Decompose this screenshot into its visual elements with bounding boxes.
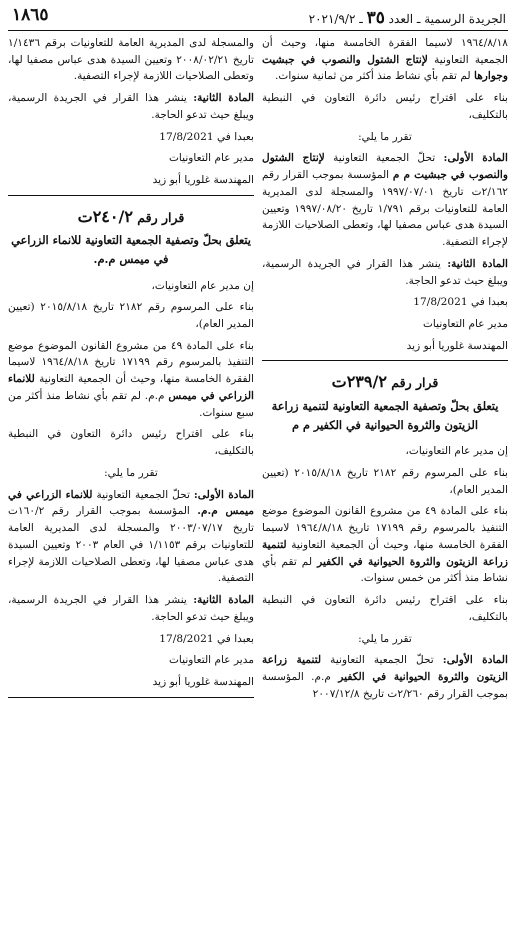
decree-number: ٢٤٠ [92, 206, 119, 226]
text-run: ينشر هذا القرار في الجريدة الرسمية، ويبلغ حيث تدعو الحاجة. [8, 92, 254, 121]
article-one [8, 487, 254, 587]
right-column [262, 35, 508, 707]
date-value: 17/8/2021 [413, 296, 468, 309]
decree-title [8, 204, 254, 229]
date-line [262, 294, 508, 311]
paragraph [8, 338, 254, 422]
decree-suffix: /٢ت [331, 372, 387, 392]
page-header [8, 4, 508, 31]
text-run: لم تقم بأي نشاط منذ أكثر من خمس سنوات. [262, 555, 508, 585]
article-label: المادة الأولى: [193, 488, 254, 501]
decision-heading: تقرر ما يلي: [358, 130, 412, 143]
place-label: بعبدا في [470, 296, 508, 309]
decree-subject: يتعلق بحلّ وتصفية الجمعية التعاونية لتنمية زراعة الزيتون والثروة الحيوانية في الكفير م م [271, 398, 499, 432]
paragraph: إن مدير عام التعاونيات، [405, 445, 508, 458]
place-label: بعبدا في [216, 130, 254, 143]
article-one [262, 150, 508, 250]
decree-label: قرار رقم [391, 375, 439, 391]
header-issue-number: ٣٥ [366, 8, 385, 28]
paragraph [262, 503, 508, 587]
header-title-text: الجريدة الرسمية ـ العدد [388, 12, 506, 26]
date-line [8, 129, 254, 146]
text-run: لم تقم بأي نشاط منذ أكثر من ثمانية سنوات. [274, 70, 471, 83]
text-run: بناء على المادة ٤٩ من مشروع القانون الموضوع موضع التنفيذ بالمرسوم رقم ١٧١٩٩ تاريخ ١٩٦٤/٨/١٨ لاسيما الفقرة الخامسة منها، وحيث أن الجمعية التعاونية [262, 505, 508, 551]
decree-suffix: /٢ت [77, 206, 133, 226]
text-run: ينشر هذا القرار في الجريدة الرسمية، ويبلغ حيث تدعو الحاجة. [262, 257, 508, 287]
paragraph: بناء على اقتراح رئيس دائرة التعاون في النبطية بالتكليف، [262, 92, 508, 121]
text-run: المؤسسة بموجب القرار رقم ١٦٠/٢ت تاريخ ٢٠٠٣/٠٧/١٧ والمسجلة لدى المديرية العامة للتعاونيات برقم ١/١١٥٣ في العام ٢٠٠٣ وتعيين السيدة هدى عباس مصفيا لها، وتعطى الصلاحيات اللازمة لإجراء التصفية. [8, 505, 254, 585]
signer-title: مدير عام التعاونيات [168, 152, 254, 165]
article-label: المادة الثانية: [447, 257, 508, 270]
decree-number: ٢٣٩ [346, 372, 373, 392]
article-label: المادة الثانية: [193, 594, 254, 607]
article-two [8, 592, 254, 625]
bold-run: لإنتاج الشتول والنصوب في جبشيت م م [262, 152, 508, 182]
article-label: المادة الأولى: [442, 654, 508, 667]
text-run: تحلّ الجمعية التعاونية [96, 488, 190, 501]
text-run: بناء على المادة ٤٩ من مشروع القانون الموضوع موضع التنفيذ بالمرسوم رقم ١٧١٩٩ تاريخ ١٩٦٤/٨/١٨ لاسيما الفقرة الخامسة منها، وحيث أن الجمعية التعاونية [8, 339, 254, 386]
bold-run: لإنتاج الشتول والنصوب في جبشيت وجوارها [262, 53, 508, 83]
article-label: المادة الثانية: [193, 92, 254, 105]
signer-name: المهندسة غلوريا أبو زيد [152, 675, 254, 688]
signer-title: مدير عام التعاونيات [422, 318, 508, 331]
section-divider [8, 697, 254, 698]
text-run: م.م. المؤسسة بموجب القرار رقم ٢/٢٦٠ت تاريخ ٢٠٠٧/١٢/٨ [262, 670, 508, 700]
bold-run: لتنمية زراعة الزيتون والثروة الحيوانية في الكفير [262, 654, 508, 683]
header-page-number: ١٨٦٥ [12, 5, 49, 25]
article-label: المادة الأولى: [443, 152, 508, 165]
text-run: ١٩٦٤/٨/١٨ لاسيما الفقرة الخامسة منها، وحيث أن الجمعية التعاونية [262, 37, 508, 66]
paragraph: بناء على اقتراح رئيس دائرة التعاون في النبطية بالتكليف، [8, 428, 254, 458]
text-run: ينشر هذا القرار في الجريدة الرسمية، ويبلغ حيث تدعو الحاجة. [8, 594, 254, 623]
date-line [8, 631, 254, 648]
decree-title [262, 369, 508, 394]
date-value: 17/8/2021 [159, 130, 214, 143]
paragraph: بناء على المرسوم رقم ٢١٨٢ تاريخ ٢٠١٥/٨/١٨ (تعيين المدير العام)، [8, 301, 254, 331]
paragraph: بناء على المرسوم رقم ٢١٨٢ تاريخ ٢٠١٥/٨/١٨ (تعيين المدير العام)، [262, 466, 508, 496]
signer-title: مدير عام التعاونيات [168, 654, 254, 667]
signer-name: المهندسة غلوريا أبو زيد [406, 339, 508, 352]
text-run: المؤسسة بموجب القرار رقم ٢/١٦٢ت تاريخ ١٩٩٧/٠٧/٠١ والمسجلة لدى المديرية العامة للتعاونيات برقم ١/٧٩١ تاريخ ١٩٩٧/٠٨/٢٠ وتعيين السيدة هدى عباس مصفيا لها، وتعطى الصلاحيات اللازمة لإجراء التصفية. [262, 169, 508, 249]
left-column [8, 35, 254, 707]
section-divider [8, 195, 254, 196]
decree-subject: يتعلق بحلّ وتصفية الجمعية التعاونية للانماء الزراعي في ميمس م.م. [11, 233, 251, 267]
decision-heading: تقرر ما يلي: [104, 466, 158, 479]
text-run: م.م. لم تقم بأي نشاط منذ أكثر من سبع سنوات. [8, 389, 254, 419]
decree-label: قرار رقم [137, 209, 185, 225]
article-two [8, 90, 254, 123]
paragraph [262, 35, 508, 85]
bold-run: للانماء الزراعي في ميمس م.م. [8, 488, 254, 518]
paragraph: بناء على اقتراح رئيس دائرة التعاون في النبطية بالتكليف، [262, 594, 508, 623]
bold-run: لتنمية زراعة الزيتون والثروة الحيوانية في الكفير [262, 538, 508, 568]
date-value: 17/8/2021 [159, 632, 214, 645]
article-two [262, 256, 508, 289]
header-title [309, 8, 506, 28]
paragraph: إن مدير عام التعاونيات، [151, 279, 254, 292]
text-run: تحلّ الجمعية التعاونية [330, 654, 434, 667]
signer-name: المهندسة غلوريا أبو زيد [152, 174, 254, 187]
bold-run: للانماء الزراعي في ميمس [8, 373, 254, 402]
header-issue-date: ـ ٢٠٢١/٩/٢ [308, 12, 363, 26]
article-one [262, 652, 508, 702]
place-label: بعبدا في [216, 632, 254, 645]
text-run: تحلّ الجمعية التعاونية [333, 152, 436, 165]
decision-heading: تقرر ما يلي: [358, 632, 412, 645]
paragraph: والمسجلة لدى المديرية العامة للتعاونيات برقم ١/١٤٣٦ تاريخ ٢٠٠٨/٠٢/٢١ وتعيين السيدة هدى عباس مصفيا لها، وتعطى الصلاحيات اللازمة لإجراء التصفية. [8, 37, 254, 83]
two-column-body [8, 35, 508, 707]
section-divider [262, 360, 508, 361]
